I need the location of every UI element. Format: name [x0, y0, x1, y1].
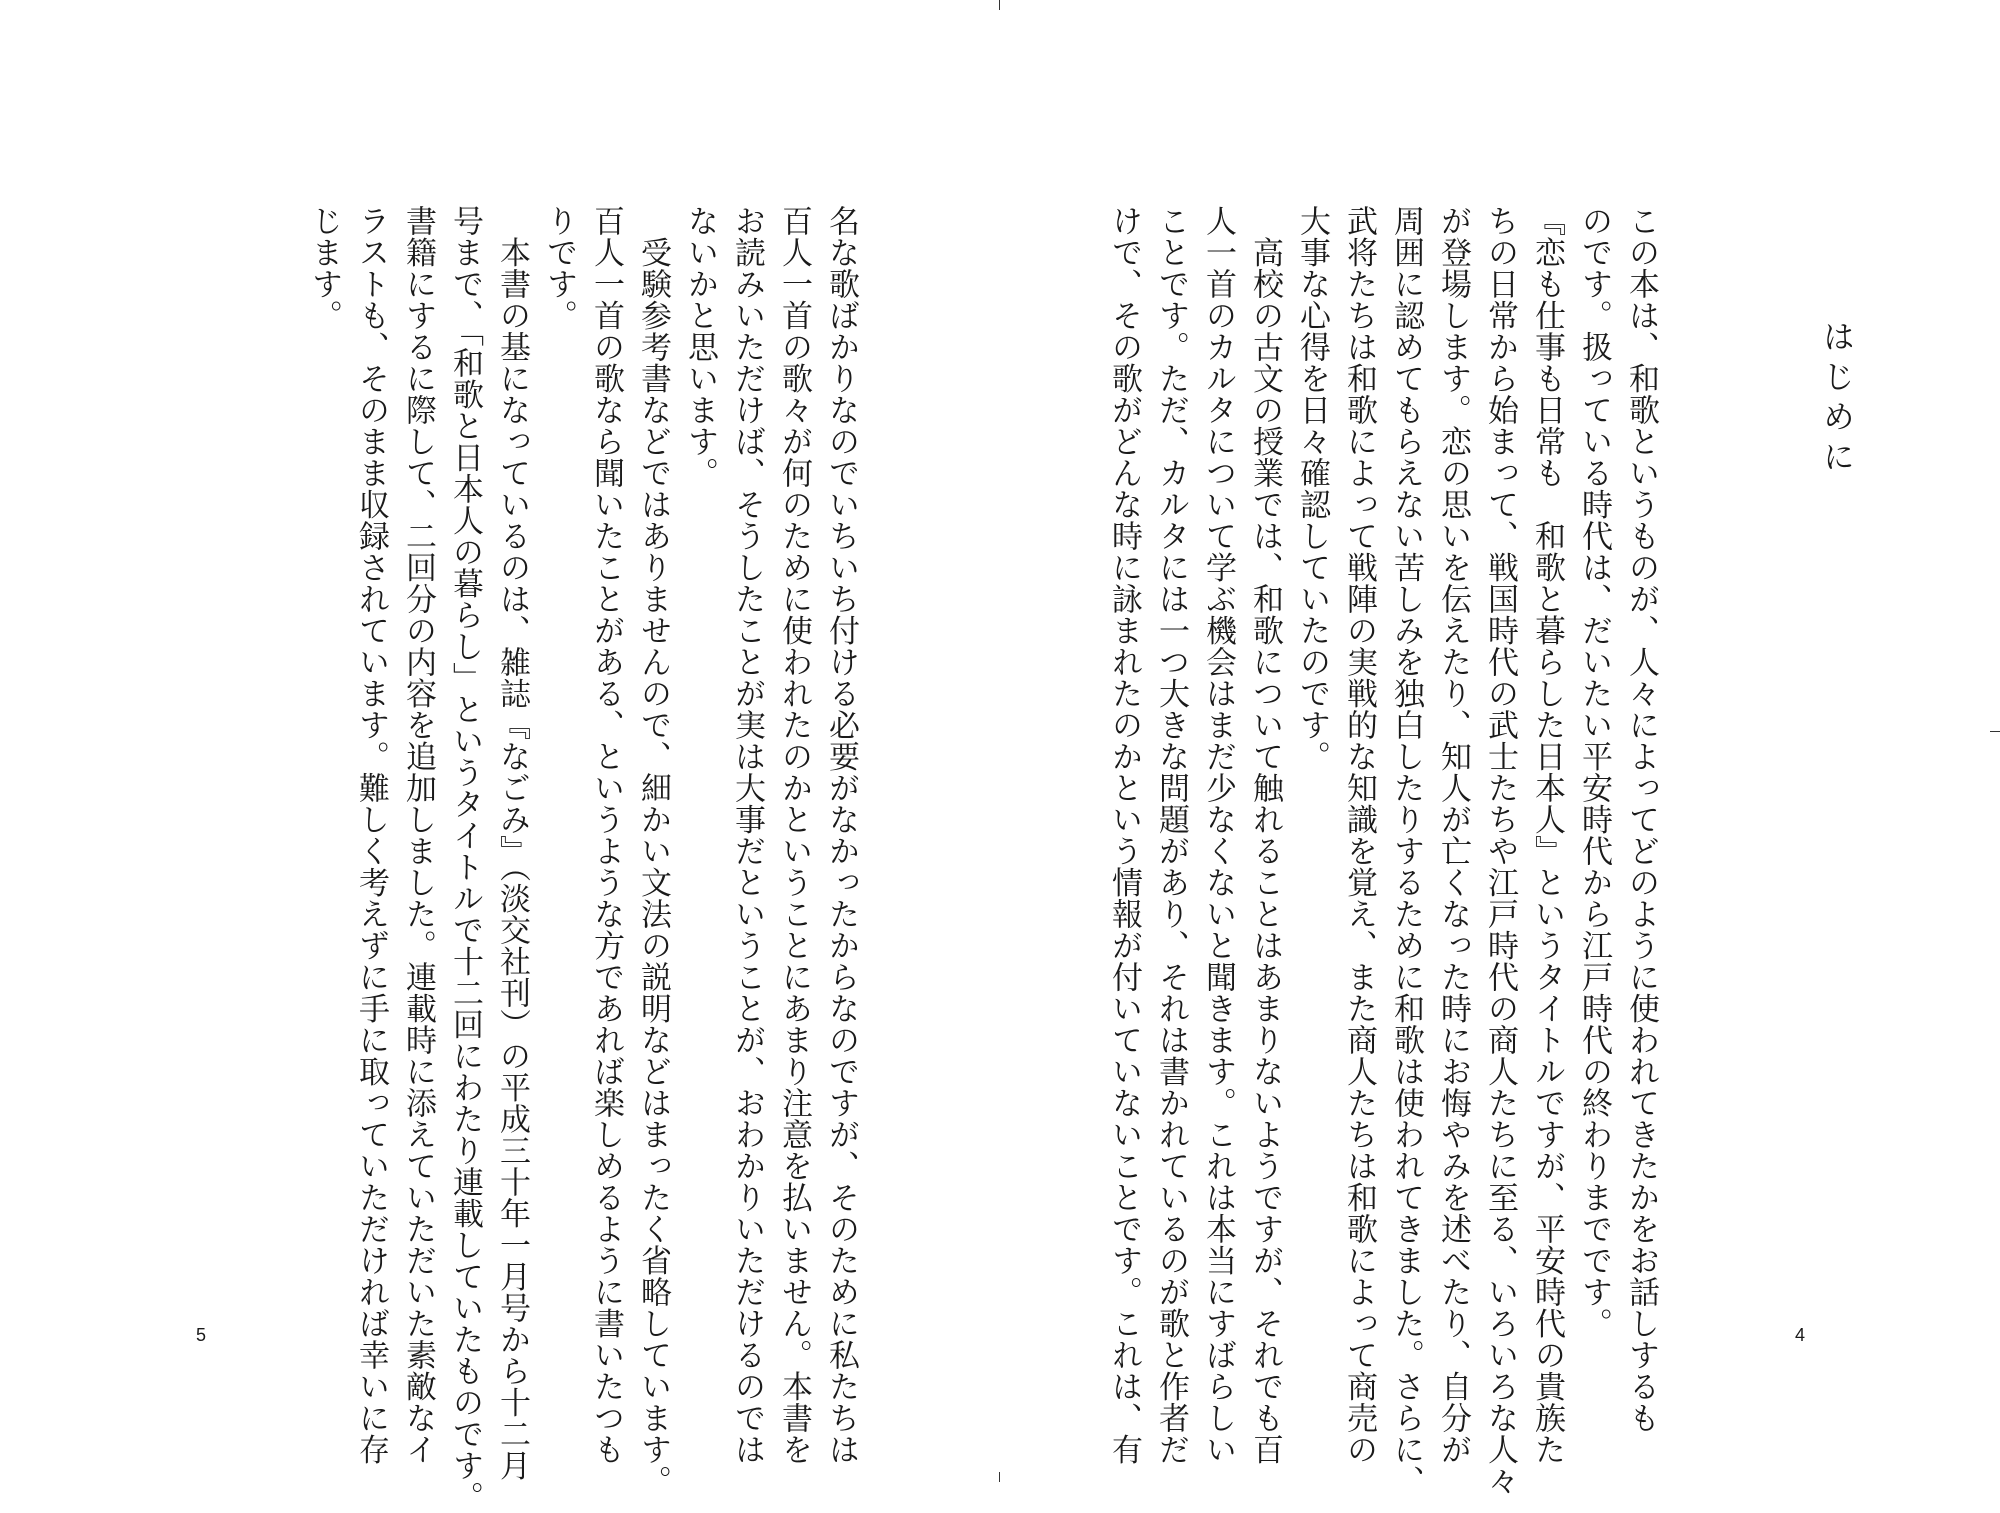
- right-page-body: この本は、和歌というものが、人々によってどのように使われてきたかをお話しするも のです。扱っている時代は、だいたい平安時代から江戸時代の終わりまでです。 『恋も仕事も日常も 和歌と暮らした日本人』というタイトルですが、平安時代の貴族た ちの日常から始まって、戦国時代の武士たちや江戸時代の商人たちに至る、いろいろな人々 が登場します。恋の思いを伝えたり、知人が亡くなった時にお悔やみを述べたり、自分が 周囲に認めてもらえない苦しみを独白したりするために和歌は使われてきました。さらに、 武将たちは和歌によって戦陣の実戦的な知識を覚え、また商人たちは和歌によって商売の 大事な心得を日々確認していたのです。 高校の古文の授業では、和歌について触れることはあまりないようですが、それでも百 人一首のカルタについて学ぶ機会はまだ少なくないと聞きます。これは本当にすばらしい ことです。ただ、カルタには一つ大きな問題があり、それは書かれているのが歌と作者だ けで、その歌がどんな時に詠まれたのかという情報が付いていないことです。これは、有: [1106, 205, 1659, 1497]
- page-number: 4: [1795, 1325, 1806, 1345]
- right-page: [1000, 0, 2000, 1497]
- chapter-heading: はじめに: [1818, 320, 1856, 480]
- left-page-body: 名な歌ばかりなのでいちいち付ける必要がなかったからなのですが、そのために私たちは 百人一首の歌々が何のために使われたのかということにあまり注意を払いません。本書を お読みいただけば、そうしたことが実は大事だということが、おわかりいただけるのでは ないかと思います。 受験参考書などではありませんので、細かい文法の説明などはまったく省略しています。 百人一首の歌なら聞いたことがある、というような方であれば楽しめるように書いたつも りです。 本書の基になっているのは、雑誌『なごみ』（淡交社刊）の平成三十年一月号から十二月 号まで、「和歌と日本人の暮らし」というタイトルで十二回にわたり連載していたものです。 書籍にするに際して、二回分の内容を追加しました。連載時に添えていただいた素敵なイ ラストも、そのまま収録されています。難しく考えずに手に取っていただければ幸いに存 じます。: [306, 205, 859, 1513]
- page-number: 5: [196, 1325, 207, 1345]
